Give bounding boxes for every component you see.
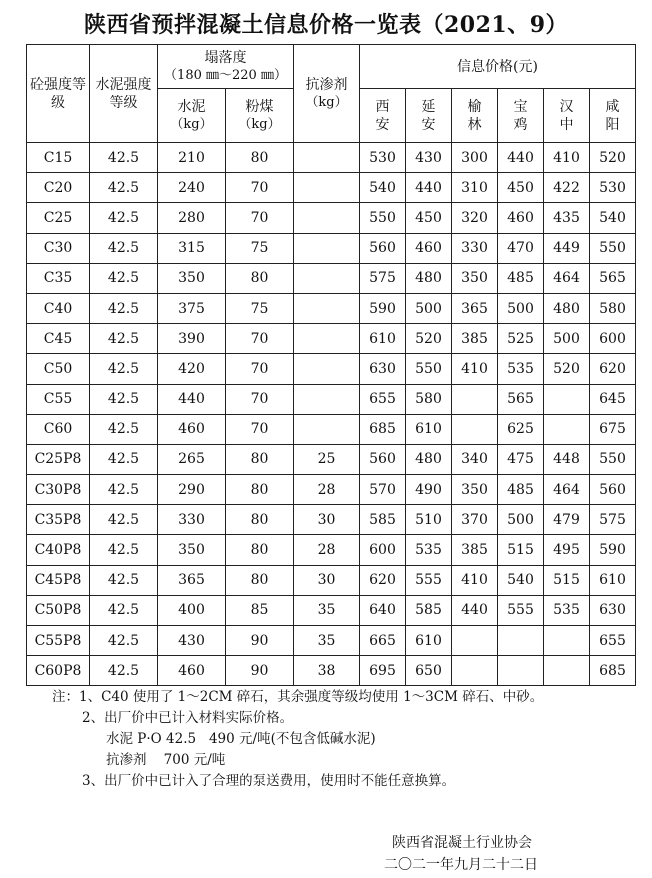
grade-cell: C35P8 — [27, 505, 90, 535]
table-row — [27, 324, 636, 354]
cement-cell: 350 — [158, 263, 226, 293]
price-cell: 535 — [544, 595, 590, 625]
price-cell: 480 — [406, 444, 452, 474]
price-cell: 520 — [544, 354, 590, 384]
grade-cell: C30 — [27, 233, 90, 263]
header-slump: 塌落度 （180 ㎜～220 ㎜） — [158, 45, 294, 89]
price-cell: 625 — [498, 414, 544, 444]
flyash-cell: 90 — [226, 626, 294, 656]
impermeable-cell — [294, 414, 360, 444]
price-cell: 310 — [452, 173, 498, 203]
price-cell: 440 — [406, 173, 452, 203]
cement-grade-cell: 42.5 — [90, 475, 158, 505]
impermeable-cell: 30 — [294, 505, 360, 535]
price-cell: 300 — [452, 143, 498, 173]
cement-cell: 460 — [158, 656, 226, 686]
price-cell: 555 — [406, 565, 452, 595]
cement-cell: 265 — [158, 444, 226, 474]
header-city-baoji: 宝鸡 — [498, 89, 544, 143]
flyash-cell: 85 — [226, 595, 294, 625]
cement-cell: 430 — [158, 626, 226, 656]
price-cell: 460 — [498, 203, 544, 233]
cement-grade-cell: 42.5 — [90, 595, 158, 625]
signature-org: 陕西省混凝土行业协会 — [392, 835, 532, 851]
price-cell: 520 — [590, 143, 636, 173]
price-cell: 685 — [590, 656, 636, 686]
price-cell — [452, 414, 498, 444]
header-city-yulin: 榆林 — [452, 89, 498, 143]
price-cell: 630 — [590, 595, 636, 625]
price-cell: 485 — [498, 263, 544, 293]
note-3: 3、出厂价中已计入了合理的泵送费用，使用时不能任意换算。 — [82, 773, 456, 789]
grade-cell: C30P8 — [27, 475, 90, 505]
cement-grade-cell: 42.5 — [90, 384, 158, 414]
cement-grade-cell: 42.5 — [90, 263, 158, 293]
cement-grade-cell: 42.5 — [90, 143, 158, 173]
cement-grade-cell: 42.5 — [90, 505, 158, 535]
price-cell: 410 — [544, 143, 590, 173]
price-cell: 675 — [590, 414, 636, 444]
price-cell — [544, 414, 590, 444]
price-cell: 485 — [498, 475, 544, 505]
price-cell: 540 — [360, 173, 406, 203]
price-cell: 565 — [498, 384, 544, 414]
flyash-cell: 80 — [226, 505, 294, 535]
cement-grade-cell: 42.5 — [90, 203, 158, 233]
price-cell: 655 — [590, 626, 636, 656]
price-cell: 555 — [498, 595, 544, 625]
grade-cell: C55P8 — [27, 626, 90, 656]
price-cell: 479 — [544, 505, 590, 535]
price-cell: 500 — [498, 293, 544, 323]
price-cell: 640 — [360, 595, 406, 625]
cement-grade-cell: 42.5 — [90, 565, 158, 595]
impermeable-cell — [294, 354, 360, 384]
price-cell: 570 — [360, 475, 406, 505]
grade-cell: C35 — [27, 263, 90, 293]
price-cell: 500 — [544, 324, 590, 354]
table-row — [27, 535, 636, 565]
cement-grade-cell: 42.5 — [90, 444, 158, 474]
price-cell: 685 — [360, 414, 406, 444]
price-cell: 535 — [406, 535, 452, 565]
flyash-cell: 70 — [226, 354, 294, 384]
price-cell: 530 — [360, 143, 406, 173]
grade-cell: C15 — [27, 143, 90, 173]
price-cell: 575 — [590, 505, 636, 535]
price-cell: 600 — [360, 535, 406, 565]
cement-cell: 400 — [158, 595, 226, 625]
impermeable-cell — [294, 263, 360, 293]
price-cell: 610 — [590, 565, 636, 595]
flyash-cell: 70 — [226, 384, 294, 414]
table-row — [27, 143, 636, 173]
table-row — [27, 505, 636, 535]
table-row — [27, 414, 636, 444]
grade-cell: C60 — [27, 414, 90, 444]
grade-cell: C55 — [27, 384, 90, 414]
flyash-cell: 80 — [226, 565, 294, 595]
impermeable-cell — [294, 233, 360, 263]
grade-cell: C20 — [27, 173, 90, 203]
price-cell: 550 — [406, 354, 452, 384]
price-cell: 410 — [452, 565, 498, 595]
grade-cell: C60P8 — [27, 656, 90, 686]
flyash-cell: 80 — [226, 475, 294, 505]
cement-grade-cell: 42.5 — [90, 324, 158, 354]
flyash-cell: 70 — [226, 414, 294, 444]
price-cell: 580 — [590, 293, 636, 323]
price-cell: 665 — [360, 626, 406, 656]
notes — [52, 687, 543, 792]
grade-cell: C40 — [27, 293, 90, 323]
price-cell: 655 — [360, 384, 406, 414]
impermeable-cell — [294, 173, 360, 203]
price-cell: 500 — [498, 505, 544, 535]
cement-cell: 280 — [158, 203, 226, 233]
flyash-cell: 80 — [226, 535, 294, 565]
price-cell: 650 — [406, 656, 452, 686]
price-cell: 460 — [406, 233, 452, 263]
price-cell: 370 — [452, 505, 498, 535]
header-cement-grade: 水泥强度等级 — [90, 45, 158, 143]
page-title: 陕西省预拌混凝土信息价格一览表（2021、9） — [83, 12, 569, 38]
table-row — [27, 354, 636, 384]
header-city-xian: 西安 — [360, 89, 406, 143]
impermeable-cell: 35 — [294, 626, 360, 656]
flyash-cell: 75 — [226, 293, 294, 323]
table-row — [27, 565, 636, 595]
cement-cell: 390 — [158, 324, 226, 354]
price-cell: 440 — [498, 143, 544, 173]
header-city-hanzhong: 汉中 — [544, 89, 590, 143]
price-cell: 520 — [406, 324, 452, 354]
price-cell: 410 — [452, 354, 498, 384]
table-row — [27, 656, 636, 686]
price-cell — [544, 384, 590, 414]
cement-grade-cell: 42.5 — [90, 656, 158, 686]
price-cell: 430 — [406, 143, 452, 173]
price-cell: 550 — [360, 203, 406, 233]
flyash-cell: 70 — [226, 173, 294, 203]
cement-grade-cell: 42.5 — [90, 354, 158, 384]
price-cell: 550 — [590, 444, 636, 474]
cement-cell: 290 — [158, 475, 226, 505]
impermeable-cell: 30 — [294, 565, 360, 595]
price-cell: 560 — [590, 475, 636, 505]
impermeable-cell: 38 — [294, 656, 360, 686]
price-cell: 540 — [498, 565, 544, 595]
flyash-cell: 75 — [226, 233, 294, 263]
price-cell: 500 — [406, 293, 452, 323]
cement-cell: 315 — [158, 233, 226, 263]
price-cell: 448 — [544, 444, 590, 474]
note-1: 注：1、C40 使用了 1～2CM 碎石，其余强度等级均使用 1～3CM 碎石、中砂。 — [52, 689, 544, 705]
impermeable-cell: 28 — [294, 475, 360, 505]
price-cell: 464 — [544, 475, 590, 505]
price-cell: 620 — [590, 354, 636, 384]
price-cell: 540 — [590, 203, 636, 233]
price-cell: 695 — [360, 656, 406, 686]
flyash-cell: 80 — [226, 143, 294, 173]
header-cement: 水泥 （kg） — [158, 89, 226, 143]
price-cell — [452, 384, 498, 414]
cement-cell: 350 — [158, 535, 226, 565]
table-row — [27, 173, 636, 203]
price-cell: 385 — [452, 324, 498, 354]
price-cell: 330 — [452, 233, 498, 263]
price-cell: 480 — [544, 293, 590, 323]
price-cell: 464 — [544, 263, 590, 293]
price-cell: 365 — [452, 293, 498, 323]
price-cell: 340 — [452, 444, 498, 474]
header-city-xianyang: 咸阳 — [590, 89, 636, 143]
cement-cell: 375 — [158, 293, 226, 323]
grade-cell: C25P8 — [27, 444, 90, 474]
note-2: 2、出厂价中已计入材料实际价格。 — [82, 710, 294, 726]
price-cell: 560 — [360, 444, 406, 474]
price-table — [26, 44, 636, 686]
price-cell: 350 — [452, 263, 498, 293]
signature-date: 二〇二一年九月二十二日 — [384, 857, 538, 873]
grade-cell: C50P8 — [27, 595, 90, 625]
price-cell: 580 — [406, 384, 452, 414]
grade-cell: C25 — [27, 203, 90, 233]
header-impermeable: 抗渗剂 （kg） — [294, 45, 360, 143]
price-cell: 470 — [498, 233, 544, 263]
impermeable-cell — [294, 293, 360, 323]
price-cell: 450 — [498, 173, 544, 203]
price-cell: 600 — [590, 324, 636, 354]
price-cell: 610 — [406, 626, 452, 656]
flyash-cell: 80 — [226, 263, 294, 293]
price-cell: 440 — [452, 595, 498, 625]
cement-cell: 440 — [158, 384, 226, 414]
price-cell: 645 — [590, 384, 636, 414]
cement-grade-cell: 42.5 — [90, 293, 158, 323]
flyash-cell: 70 — [226, 203, 294, 233]
impermeable-cell: 25 — [294, 444, 360, 474]
table-row — [27, 293, 636, 323]
price-cell: 560 — [360, 233, 406, 263]
cement-cell: 210 — [158, 143, 226, 173]
price-cell: 435 — [544, 203, 590, 233]
table-row — [27, 595, 636, 625]
price-cell: 610 — [360, 324, 406, 354]
price-cell: 422 — [544, 173, 590, 203]
header-grade: 砼强度等 级 — [27, 45, 90, 143]
table-row — [27, 263, 636, 293]
price-cell: 525 — [498, 324, 544, 354]
price-cell: 590 — [360, 293, 406, 323]
price-cell: 495 — [544, 535, 590, 565]
table-row — [27, 626, 636, 656]
price-cell: 515 — [544, 565, 590, 595]
price-cell — [498, 656, 544, 686]
price-cell — [452, 656, 498, 686]
cement-grade-cell: 42.5 — [90, 233, 158, 263]
grade-cell: C50 — [27, 354, 90, 384]
header-info-price: 信息价格(元) — [360, 45, 636, 89]
table-row — [27, 444, 636, 474]
impermeable-cell — [294, 203, 360, 233]
cement-cell: 330 — [158, 505, 226, 535]
flyash-cell: 70 — [226, 324, 294, 354]
table-row — [27, 233, 636, 263]
impermeable-cell — [294, 384, 360, 414]
price-cell: 610 — [406, 414, 452, 444]
flyash-cell: 90 — [226, 656, 294, 686]
note-admixture-price: 抗渗剂 700 元/吨 — [106, 752, 226, 768]
price-cell: 550 — [590, 233, 636, 263]
cement-cell: 460 — [158, 414, 226, 444]
price-cell: 450 — [406, 203, 452, 233]
grade-cell: C40P8 — [27, 535, 90, 565]
header-city-yanan: 延安 — [406, 89, 452, 143]
table-row — [27, 203, 636, 233]
impermeable-cell: 28 — [294, 535, 360, 565]
cement-grade-cell: 42.5 — [90, 626, 158, 656]
price-cell: 630 — [360, 354, 406, 384]
flyash-cell: 80 — [226, 444, 294, 474]
cement-cell: 240 — [158, 173, 226, 203]
price-cell: 350 — [452, 475, 498, 505]
cement-cell: 420 — [158, 354, 226, 384]
table-row — [27, 384, 636, 414]
price-cell: 480 — [406, 263, 452, 293]
grade-cell: C45P8 — [27, 565, 90, 595]
price-cell: 449 — [544, 233, 590, 263]
grade-cell: C45 — [27, 324, 90, 354]
price-cell: 620 — [360, 565, 406, 595]
price-cell — [544, 656, 590, 686]
impermeable-cell — [294, 143, 360, 173]
price-cell: 565 — [590, 263, 636, 293]
price-cell: 385 — [452, 535, 498, 565]
cement-grade-cell: 42.5 — [90, 173, 158, 203]
price-cell — [544, 626, 590, 656]
price-cell: 475 — [498, 444, 544, 474]
price-cell: 530 — [590, 173, 636, 203]
price-cell: 320 — [452, 203, 498, 233]
price-cell — [452, 626, 498, 656]
price-cell: 490 — [406, 475, 452, 505]
header-flyash: 粉煤 （kg） — [226, 89, 294, 143]
price-cell: 585 — [406, 595, 452, 625]
price-cell: 590 — [590, 535, 636, 565]
cement-grade-cell: 42.5 — [90, 414, 158, 444]
price-cell: 510 — [406, 505, 452, 535]
price-cell: 585 — [360, 505, 406, 535]
price-cell — [498, 626, 544, 656]
cement-cell: 365 — [158, 565, 226, 595]
impermeable-cell — [294, 324, 360, 354]
price-cell: 575 — [360, 263, 406, 293]
impermeable-cell: 35 — [294, 595, 360, 625]
price-cell: 535 — [498, 354, 544, 384]
table-row — [27, 475, 636, 505]
price-cell: 515 — [498, 535, 544, 565]
cement-grade-cell: 42.5 — [90, 535, 158, 565]
note-cement-price: 水泥 P·O 42.5 490 元/吨(不包含低碱水泥) — [106, 731, 376, 747]
